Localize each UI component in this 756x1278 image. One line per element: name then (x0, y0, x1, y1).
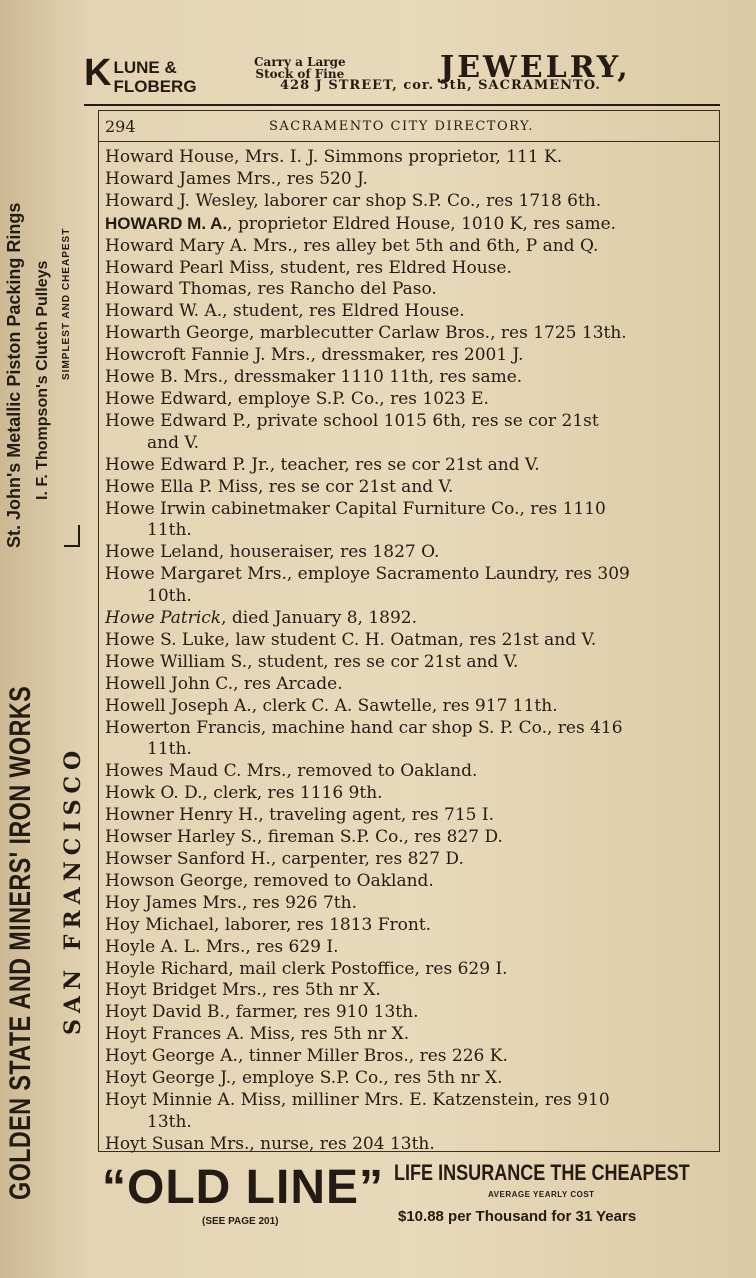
directory-entry (105, 279, 711, 301)
entry-name: Howe Leland (105, 542, 219, 563)
entry-details: , mail clerk Postoffice, res 629 I. (228, 958, 508, 979)
entry-details: , res Rancho del Paso. (246, 279, 437, 300)
directory-entry (105, 783, 711, 805)
entry-details: Miss, res 5th nr X. (244, 1024, 410, 1045)
average-cost-label: AVERAGE YEARLY COST (488, 1190, 595, 1199)
directory-entry (105, 893, 711, 915)
entry-details: , student, res Eldred House. (222, 301, 465, 322)
directory-entry (105, 805, 711, 827)
entry-name: HOWARD M. A. (105, 213, 228, 233)
klune-floberg-logo: K LUNE & FLOBERG (84, 52, 197, 96)
entry-details: , laborer, res 1813 Front. (214, 914, 432, 935)
directory-entry (105, 652, 711, 674)
entry-name: Howson George (105, 870, 243, 891)
entry-name: Howard James (105, 168, 232, 189)
directory-entry (105, 1134, 711, 1156)
entry-details: Mrs., res 629 I. (200, 936, 339, 957)
directory-entry (105, 367, 711, 389)
entry-details: , employe S.P. Co., res 1023 E. (227, 388, 489, 409)
entry-details: , machine hand car shop S. P. Co., res 416 (260, 717, 623, 738)
entry-details: Miss, res se cor 21st and V. (212, 476, 454, 497)
directory-entry (105, 323, 711, 345)
entry-details: , proprietor Eldred House, 1010 K, res same. (227, 213, 617, 234)
directory-entry (105, 499, 711, 543)
directory-entry (105, 411, 711, 455)
entry-continuation: 13th. (147, 1111, 192, 1132)
entry-name: Hoyt George A. (105, 1046, 238, 1067)
entry-name: Howell John C. (105, 673, 234, 694)
entry-details: , carpenter, res 827 D. (270, 849, 464, 869)
side-ad-piston-rings: St. John's Metallic Piston Packing Rings (4, 202, 24, 548)
entry-details: , clerk, res 1116 9th. (202, 783, 383, 804)
entry-name: Howard Thomas (105, 279, 247, 300)
directory-entry (105, 871, 711, 893)
entry-name: Hoy Michael (105, 914, 215, 935)
directory-entry (105, 849, 711, 871)
entry-details: Mrs., dressmaker, res 2001 J. (265, 345, 524, 366)
directory-entry (105, 169, 711, 191)
page-number: 294 (105, 117, 136, 136)
entry-name: Howe William S. (105, 651, 248, 672)
entry-name: Hoyt Bridget (105, 980, 217, 1001)
entry-details: , res Arcade. (233, 673, 343, 694)
entry-name: Hoyt Minnie A. (105, 1089, 236, 1110)
entry-name: Howard Pearl (105, 257, 224, 278)
entry-name: Howes Maud C. (105, 761, 242, 782)
directory-entry (105, 827, 711, 849)
entry-details: cabinetmaker Capital Furniture Co., res 1110 (205, 498, 606, 519)
entry-name: Howner Henry H. (105, 805, 259, 826)
entry-name: Howe Edward P. (105, 410, 246, 431)
jewelry-heading: JEWELRY, (440, 50, 631, 85)
entry-details: , private school 1015 6th, res se cor 21st (245, 410, 599, 431)
entry-name: Howard J. Wesley (105, 190, 254, 211)
entry-details: Mrs., res 520 J. (231, 168, 368, 189)
entry-name: Howerton Francis (105, 717, 261, 738)
life-insurance-heading: LIFE INSURANCE THE CHEAPEST (394, 1160, 690, 1185)
entry-name: Hoyt Frances A. (105, 1024, 245, 1045)
directory-entry (105, 1002, 711, 1024)
directory-entries (105, 147, 711, 1156)
logo-line-1: LUNE & (113, 58, 177, 77)
entry-name: Hoy James (105, 892, 197, 913)
directory-entry (105, 1024, 711, 1046)
entry-name: Howe Edward P. Jr. (105, 454, 270, 475)
directory-entry (105, 213, 711, 236)
page-header (99, 111, 719, 142)
entry-name: Howard Mary A. (105, 235, 248, 256)
entry-name: Howser Harley S. (105, 827, 257, 848)
directory-entry (105, 147, 711, 169)
store-address: 428 J STREET, cor. 5th, SACRAMENTO. (280, 78, 601, 93)
directory-entry (105, 674, 711, 696)
entry-name: Howard W. A. (105, 301, 223, 322)
directory-entry (105, 915, 711, 937)
entry-details: , fireman S.P. Co., res 827 D. (256, 827, 503, 848)
entry-details: , houseraiser, res 1827 O. (218, 542, 440, 563)
bottom-advertisement (96, 1158, 720, 1228)
entry-continuation: 11th. (147, 739, 192, 760)
entry-name: Howell Joseph A. (105, 695, 252, 716)
side-ad-simplest: SIMPLEST AND CHEAPEST (61, 227, 72, 380)
entry-details: , died January 8, 1892. (221, 608, 417, 629)
entry-details: Mrs., res alley bet 5th and 6th, P and Q. (247, 235, 599, 256)
see-page-note: (SEE PAGE 201) (202, 1216, 279, 1227)
entry-details: , law student C. H. Oatman, res 21st and V. (224, 629, 597, 650)
directory-entry (105, 542, 711, 564)
directory-entry (105, 1068, 711, 1090)
directory-entry (105, 630, 711, 652)
directory-entry (105, 959, 711, 981)
directory-entry (105, 980, 711, 1002)
directory-entry (105, 236, 711, 258)
entry-details: Mrs., employe Sacramento Laundry, res 309 (241, 564, 630, 585)
entry-details: Mrs., dressmaker 1110 11th, res same. (177, 367, 523, 388)
side-ad-iron-works: GOLDEN STATE AND MINERS' IRON WORKS (4, 685, 37, 1200)
entry-continuation: and V. (147, 432, 200, 453)
directory-entry (105, 191, 711, 213)
directory-entry (105, 696, 711, 718)
entry-name: Hoyt David B. (105, 1002, 225, 1023)
side-ad-city: SAN FRANCISCO (60, 744, 86, 1035)
entry-details: , student, res se cor 21st and V. (247, 651, 519, 672)
entry-name: Howser Sanford H. (105, 849, 271, 869)
brace-divider (64, 525, 80, 547)
entry-name: Howe Edward (105, 388, 228, 409)
directory-entry (105, 301, 711, 323)
entry-details: Miss, milliner Mrs. E. Katzenstein, res 910 (235, 1089, 610, 1110)
entry-details: , laborer car shop S.P. Co., res 1718 6th. (253, 190, 602, 211)
carry-stock-text: Carry a Large Stock of Fine (254, 55, 346, 81)
entry-continuation: 11th. (147, 520, 192, 541)
entry-name: Hoyle Richard (105, 958, 229, 979)
entry-details: , removed to Oakland. (242, 870, 434, 891)
entry-name: Howard House (105, 147, 234, 167)
directory-entry (105, 718, 711, 762)
directory-frame (98, 110, 720, 1152)
directory-entry (105, 1090, 711, 1134)
entry-details: , farmer, res 910 13th. (224, 1002, 419, 1023)
directory-entry (105, 1046, 711, 1068)
entry-details: , Mrs. I. J. Simmons proprietor, 111 K. (233, 147, 563, 167)
directory-entry (105, 608, 711, 630)
top-advertisement (84, 48, 720, 106)
entry-name: Hoyle A. L. (105, 936, 201, 957)
page-title: SACRAMENTO CITY DIRECTORY. (269, 119, 535, 134)
entry-details: Mrs., res 5th nr X. (216, 980, 381, 1001)
entry-name: Howarth George (105, 323, 250, 344)
entry-details: Mrs., nurse, res 204 13th. (204, 1133, 435, 1154)
entry-name: Howe Patrick (105, 608, 222, 629)
directory-entry (105, 937, 711, 959)
entry-details: Mrs., removed to Oakland. (241, 761, 478, 782)
entry-continuation: 10th. (147, 586, 192, 607)
side-ad-clutch-pulleys: I. F. Thompson's Clutch Pulleys (34, 260, 51, 500)
directory-entry (105, 389, 711, 411)
entry-name: Howe S. Luke (105, 629, 225, 650)
entry-name: Hoyt Susan (105, 1133, 205, 1154)
directory-entry (105, 258, 711, 280)
entry-details: , clerk C. A. Sawtelle, res 917 11th. (251, 695, 558, 716)
entry-name: Howe Irwin (105, 498, 206, 519)
entry-name: Howe Margaret (105, 564, 242, 585)
old-line-heading: “OLD LINE” (102, 1161, 384, 1214)
entry-details: , tinner Miller Bros., res 226 K. (237, 1046, 508, 1067)
directory-entry (105, 564, 711, 608)
entry-details: , marblecutter Carlaw Bros., res 1725 13th. (249, 323, 627, 344)
directory-entry (105, 345, 711, 367)
entry-name: Howk O. D. (105, 783, 203, 804)
directory-entry (105, 761, 711, 783)
entry-name: Howe B. (105, 367, 178, 388)
entry-details: Mrs., res 926 7th. (196, 892, 357, 913)
directory-entry (105, 477, 711, 499)
entry-details: Miss, student, res Eldred House. (223, 257, 512, 278)
directory-entry (105, 455, 711, 477)
insurance-rate: $10.88 per Thousand for 31 Years (398, 1208, 637, 1225)
entry-name: Howe Ella P. (105, 476, 213, 497)
entry-details: , traveling agent, res 715 I. (258, 805, 494, 826)
entry-details: , employe S.P. Co., res 5th nr X. (231, 1068, 503, 1089)
logo-line-2: FLOBERG (113, 77, 197, 96)
entry-name: Howcroft Fannie J. (105, 345, 266, 366)
entry-details: , teacher, res se cor 21st and V. (269, 454, 540, 475)
entry-name: Hoyt George J. (105, 1068, 232, 1089)
